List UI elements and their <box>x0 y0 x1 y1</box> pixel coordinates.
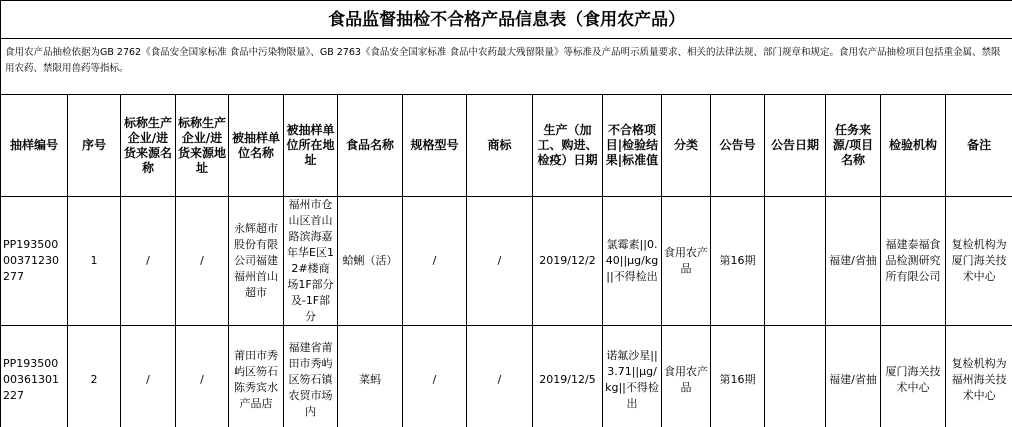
table-cell[interactable]: 1 <box>68 197 121 326</box>
table-cell[interactable]: 第16期 <box>711 197 765 326</box>
table-cell[interactable]: 福建/省抽 <box>826 197 881 326</box>
table-cell[interactable]: 2019/12/5 <box>533 326 603 427</box>
column-header: 备注 <box>946 95 1012 197</box>
column-header: 生产（加工、购进、检疫）日期 <box>533 95 603 197</box>
table-note: 食用农产品抽检依据为GB 2762《食品安全国家标准 食品中污染物限量》、GB 2763《食品安全国家标准 食品中农药最大残留限量》等标准及产品明示质量要求、相关的法律法规、部门规章和规定。食用农产品抽检项目包括重金属、禁限用农药、禁限用兽药等指标。 <box>1 39 1012 95</box>
table-cell[interactable]: / <box>121 326 176 427</box>
column-header: 抽样编号 <box>1 95 68 197</box>
table-cell[interactable]: / <box>176 197 229 326</box>
table-cell[interactable]: 福建省莆田市秀屿区笏石镇农贸市场内 <box>284 326 338 427</box>
table-cell[interactable]: PP19350000361301227 <box>1 326 68 427</box>
table-cell[interactable]: 菜蚂 <box>338 326 403 427</box>
table-cell[interactable]: 氯霉素||0.40||μg/kg||不得检出 <box>603 197 662 326</box>
column-header: 公告号 <box>711 95 765 197</box>
table-cell[interactable]: 食用农产品 <box>662 326 711 427</box>
table-cell[interactable]: 第16期 <box>711 326 765 427</box>
column-header: 任务来源/项目名称 <box>826 95 881 197</box>
table-cell[interactable]: 厦门海关技术中心 <box>881 326 946 427</box>
table-cell[interactable]: 2019/12/2 <box>533 197 603 326</box>
column-header: 被抽样单位所在地址 <box>284 95 338 197</box>
table-cell[interactable]: 永辉超市股份有限公司福建福州首山超市 <box>229 197 284 326</box>
column-header: 分类 <box>662 95 711 197</box>
column-header: 标称生产企业/进货来源地址 <box>176 95 229 197</box>
table-cell[interactable]: / <box>467 197 533 326</box>
table-cell[interactable]: / <box>467 326 533 427</box>
table-cell[interactable]: 复检机构为福州海关技术中心 <box>946 326 1012 427</box>
column-header: 公告日期 <box>765 95 826 197</box>
table-cell[interactable]: 食用农产品 <box>662 197 711 326</box>
table-cell[interactable]: 2 <box>68 326 121 427</box>
table-title: 食品监督抽检不合格产品信息表（食用农产品） <box>1 1 1012 39</box>
table-cell[interactable]: 莆田市秀屿区笏石陈秀宾水产品店 <box>229 326 284 427</box>
table-cell[interactable]: / <box>176 326 229 427</box>
table-cell[interactable]: 福建/省抽 <box>826 326 881 427</box>
column-header: 检验机构 <box>881 95 946 197</box>
table-cell[interactable] <box>765 197 826 326</box>
column-header: 标称生产企业/进货来源名称 <box>121 95 176 197</box>
table-cell[interactable] <box>765 326 826 427</box>
table-cell[interactable]: PP19350000371230277 <box>1 197 68 326</box>
table-cell[interactable]: 复检机构为厦门海关技术中心 <box>946 197 1012 326</box>
table-cell[interactable]: / <box>121 197 176 326</box>
column-header: 序号 <box>68 95 121 197</box>
table-cell[interactable]: / <box>403 197 467 326</box>
table-cell[interactable]: 福建泰福食品检测研究所有限公司 <box>881 197 946 326</box>
column-header: 商标 <box>467 95 533 197</box>
table-row <box>1 197 1012 326</box>
column-header: 被抽样单位名称 <box>229 95 284 197</box>
table-cell[interactable]: 诺氟沙星||3.71||μg/kg||不得检出 <box>603 326 662 427</box>
table-cell[interactable]: / <box>403 326 467 427</box>
column-header: 不合格项目|检验结果|标准值 <box>603 95 662 197</box>
column-header: 食品名称 <box>338 95 403 197</box>
table-cell[interactable]: 蛤蜊（活） <box>338 197 403 326</box>
table-cell[interactable]: 福州市仓山区首山路滨海嘉年华E区12#楼商场1F部分及-1F部分 <box>284 197 338 326</box>
column-header: 规格型号 <box>403 95 467 197</box>
table-row <box>1 326 1012 427</box>
